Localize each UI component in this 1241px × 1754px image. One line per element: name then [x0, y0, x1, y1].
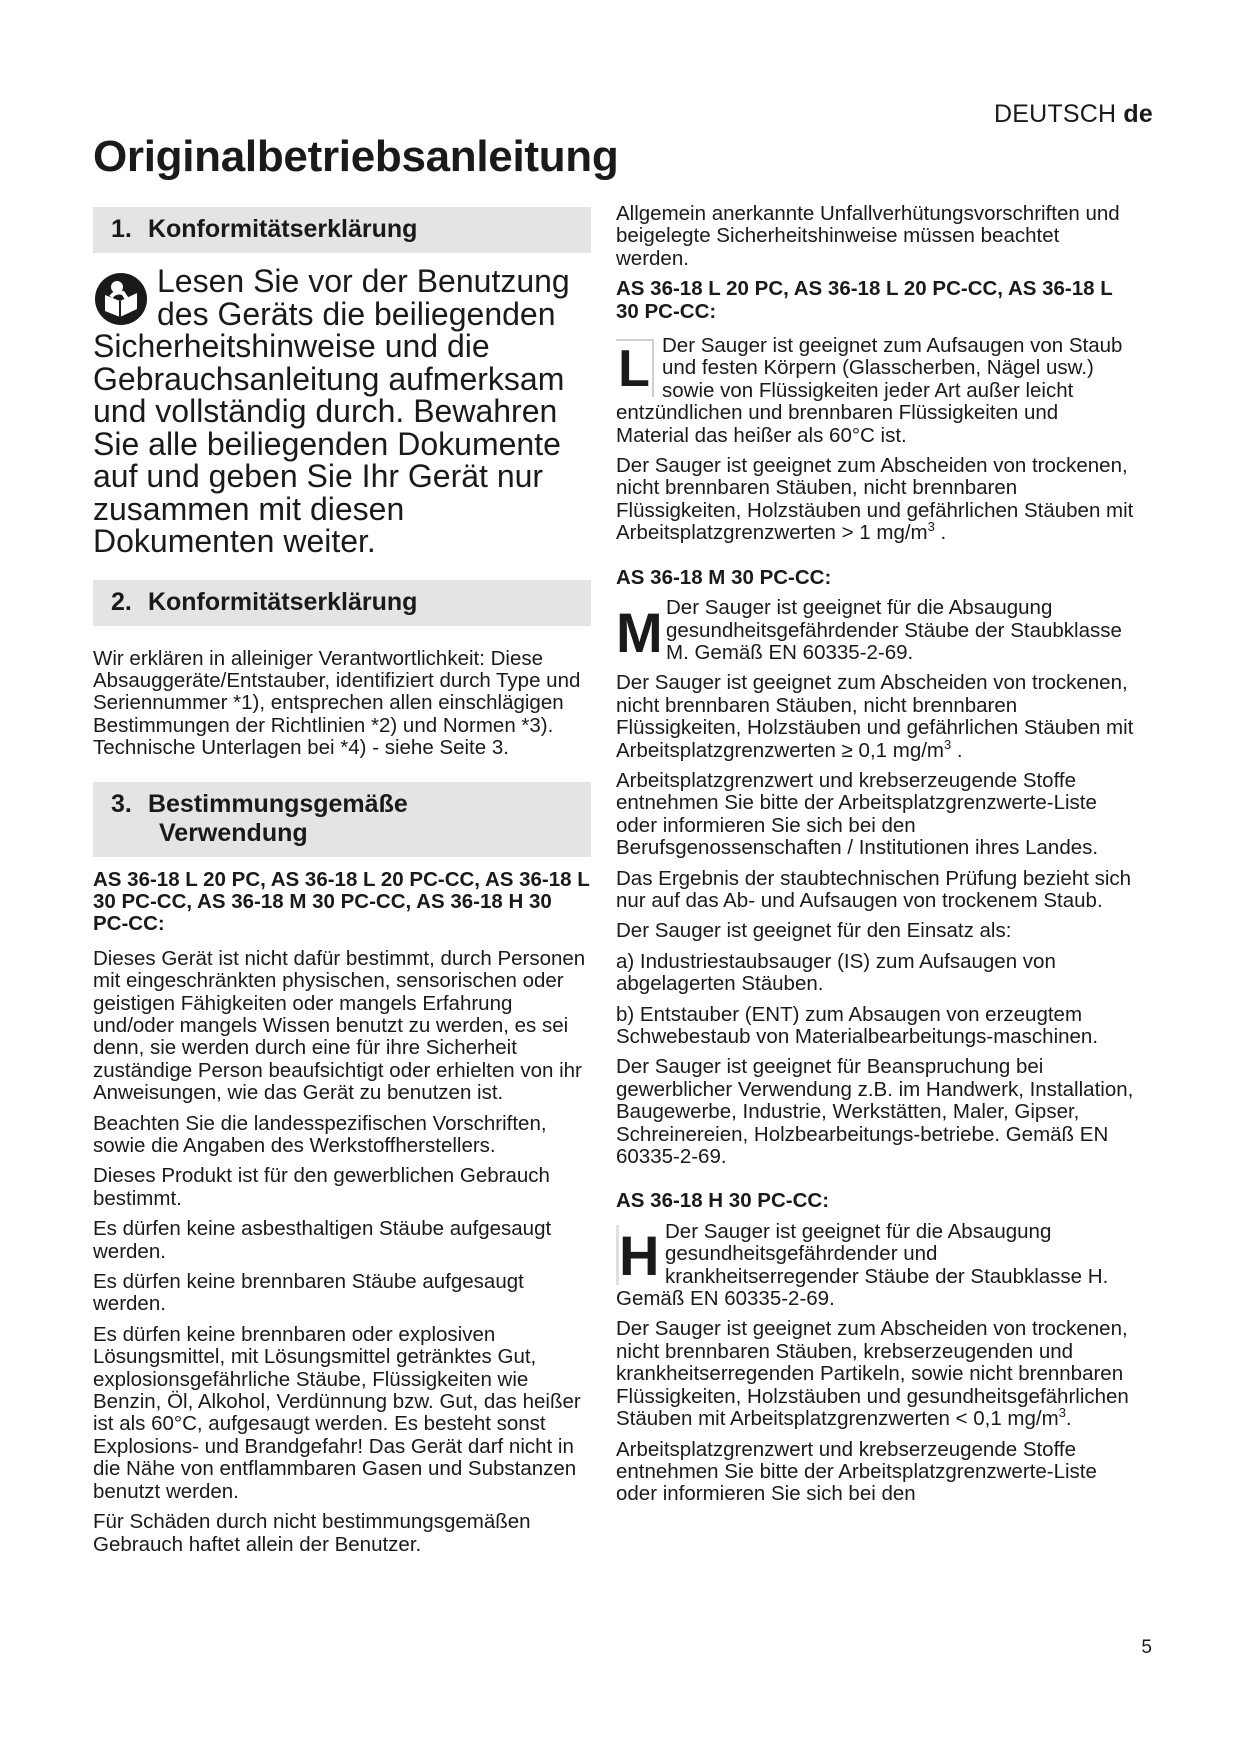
section-3-title-line1: Bestimmungsgemäße: [147, 789, 408, 818]
m-class-paragraph-5: Der Sauger ist geeignet für den Einsatz als:: [616, 919, 1012, 943]
section-3-paragraph-3: Dieses Produkt ist für den gewerblichen Gebrauch bestimmt.: [93, 1164, 550, 1210]
l-class-paragraph-2-text: Der Sauger ist geeignet zum Abscheiden von trockenen, nicht brennbaren Stäuben, nicht brennbaren Flüssigkeiten, Holzstäuben und gefährlichen Stäuben mit Arbeitsplatzgrenzwerten > 1 mg/m: [616, 454, 1134, 545]
l-class-block: [616, 335, 1136, 447]
m-class-exponent: 3: [944, 736, 952, 752]
section-3-paragraph-2: Beachten Sie die landesspezifischen Vorschriften, sowie die Angaben des Werkstoffherstellers.: [93, 1111, 547, 1157]
m-class-paragraph-7: b) Entstauber (ENT) zum Absaugen von erzeugtem Schwebestaub von Materialbearbeitungs-maschinen.: [616, 1002, 1099, 1048]
m-class-models: AS 36-18 M 30 PC-CC:: [616, 565, 832, 589]
section-1-number: 1.: [111, 215, 132, 243]
section-3-models: AS 36-18 L 20 PC, AS 36-18 L 20 PC-CC, AS 36-18 L 30 PC-CC, AS 36-18 M 30 PC-CC, AS 36-18 H 30 PC-CC:: [93, 867, 590, 936]
section-3-paragraph-4: Es dürfen keine asbesthaltigen Stäube aufgesaugt werden.: [93, 1217, 552, 1263]
read-manual-notice: [93, 265, 591, 558]
section-1-title: Konformitätserklärung: [147, 215, 418, 243]
l-class-paragraph-1: Der Sauger ist geeignet zum Aufsaugen von Staub und festen Körpern (Glasscherben, Nägel usw.) sowie von Flüssigkeiten jeder Art außer leicht entzündlichen und brennbaren Flüssigkeiten und Material das heißer als 60°C ist.: [616, 334, 1123, 447]
dust-class-m-symbol: M: [616, 601, 663, 665]
l-class-exponent: 3: [927, 519, 935, 535]
m-class-paragraph-3: Arbeitsplatzgrenzwert und krebserzeugende Stoffe entnehmen Sie bitte der Arbeitsplatzgrenzwerte-Liste oder informieren Sie sich bei den Berufsgenossenschaften / Institutionen ihres Landes.: [616, 768, 1099, 860]
l-class-paragraph-2: [616, 455, 1136, 545]
language-code: de: [1123, 100, 1153, 128]
m-class-paragraph-8: Der Sauger ist geeignet für Beanspruchung bei gewerblicher Verwendung z.B. im Handwerk, Installation, Baugewerbe, Industrie, Werkstätten, Maler, Gipser, Schreinereien, Holzbearbeitungs-betriebe. Gemäß EN 60335-2-69.: [616, 1055, 1134, 1169]
language-label: [994, 100, 1153, 129]
h-class-paragraph-2-end: .: [1065, 1407, 1072, 1431]
h-class-paragraph-2: [616, 1318, 1136, 1430]
section-3-number: 3.: [111, 789, 132, 818]
m-class-paragraph-2-end: .: [951, 738, 963, 762]
dust-class-l-symbol: L: [616, 339, 654, 397]
dust-class-h-symbol: H: [616, 1225, 657, 1285]
section-2-number: 2.: [111, 587, 132, 616]
h-class-paragraph-1: Der Sauger ist geeignet für die Absaugung gesundheitsgefährdender und krankheitserregender Stäube der Staubklasse H. Gemäß EN 60335-2-69.: [616, 1219, 1109, 1311]
section-3-title-line2: Verwendung: [159, 818, 308, 847]
section-2-title: Konformitätserklärung: [147, 587, 418, 616]
m-class-paragraph-4: Das Ergebnis der staubtechnischen Prüfung bezieht sich nur auf das Ab- und Aufsaugen von trockenem Staub.: [616, 866, 1132, 912]
h-class-block: [616, 1221, 1136, 1311]
m-class-paragraph-1: Der Sauger ist geeignet für die Absaugung gesundheitsgefährdender Stäube der Staubklasse M. Gemäß EN 60335-2-69.: [666, 596, 1122, 664]
m-class-paragraph-6: a) Industriestaubsauger (IS) zum Aufsaugen von abgelagerten Stäuben.: [616, 949, 1056, 996]
l-class-paragraph-2-end: .: [934, 521, 947, 545]
right-column: [616, 203, 1136, 1506]
read-manual-text: Lesen Sie vor der Benutzung des Geräts die beiliegenden Sicherheitshinweise und die Gebrauchsanleitung aufmerksam und vollständig durch. Bewahren Sie alle beiliegenden Dokumente auf und geben Sie Ihr Gerät nur zusammen mit diesen Dokumenten weiter.: [93, 263, 570, 559]
section-3-paragraph-6: Es dürfen keine brennbaren oder explosiven Lösungsmittel, mit Lösungsmittel getränktes Gut, explosionsgefährliche Stäube, Flüssigkeiten wie Benzin, Öl, Alkohol, Verdünnung bzw. Gut, das heißer ist als 60°C, aufgesaugt werden. Es besteht sonst Explosions- und Brandgefahr! Das Gerät darf nicht in die Nähe von entflammbaren Gasen und Substanzen benutzt werden.: [93, 1322, 581, 1503]
m-class-paragraph-2: [616, 672, 1136, 762]
h-class-exponent: 3: [1058, 1405, 1066, 1421]
section-2-heading: [93, 580, 591, 626]
language-name: DEUTSCH: [994, 100, 1117, 128]
m-class-paragraph-2-text: Der Sauger ist geeignet zum Abscheiden von trockenen, nicht brennbaren Stäuben, nicht brennbaren Flüssigkeiten, Holzstäuben und gefährlichen Stäuben mit Arbeitsplatzgrenzwerten ≥ 0,1 mg/m: [616, 671, 1134, 762]
safety-rules-paragraph: Allgemein anerkannte Unfallverhütungsvorschriften und beigelegte Sicherheitshinweise müssen beachtet werden.: [616, 202, 1120, 270]
h-class-paragraph-3: Arbeitsplatzgrenzwert und krebserzeugende Stoffe entnehmen Sie bitte der Arbeitsplatzgrenzwerte-Liste oder informieren Sie sich bei den: [616, 1437, 1097, 1506]
conformity-text: Wir erklären in alleiniger Verantwortlichkeit: Diese Absauggeräte/Entstauber, identifiziert durch Type und Seriennummer *1), entsprechen allen einschlägigen Bestimmungen der Richtlinien *2) und Normen *3). Technische Unterlagen bei *4) - siehe Seite 3.: [93, 646, 581, 760]
m-class-block: [616, 597, 1136, 664]
section-1-heading: [93, 207, 591, 253]
page-title: Originalbetriebsanleitung: [93, 132, 619, 181]
left-column: [93, 207, 591, 1556]
l-class-models: AS 36-18 L 20 PC, AS 36-18 L 20 PC-CC, AS 36-18 L 30 PC-CC:: [616, 277, 1113, 323]
h-class-paragraph-2-text: Der Sauger ist geeignet zum Abscheiden von trockenen, nicht brennbaren Stäuben, krebserzeugenden und krankheitserregenden Partikeln, sowie nicht brennbaren Flüssigkeiten, Holzstäuben und gesundheitsgefährlichen Stäuben mit Arbeitsplatzgrenzwerten < 0,1 mg/m: [616, 1317, 1129, 1431]
section-3-paragraph-7: Für Schäden durch nicht bestimmungsgemäßen Gebrauch haftet allein der Benutzer.: [93, 1510, 531, 1556]
page-number: 5: [1141, 1637, 1152, 1658]
section-3-paragraph-5: Es dürfen keine brennbaren Stäube aufgesaugt werden.: [93, 1270, 524, 1316]
read-manual-icon: [93, 271, 149, 327]
section-3-heading: [93, 782, 591, 857]
h-class-models: AS 36-18 H 30 PC-CC:: [616, 1189, 830, 1213]
section-3-paragraph-1: Dieses Gerät ist nicht dafür bestimmt, durch Personen mit eingeschränkten physischen, sensorischen oder geistigen Fähigkeiten oder mangels Erfahrung und/oder mangels Wissen benutzt zu werden, es sei denn, sie werden durch eine für ihre Sicherheit zuständige Person beaufsichtigt oder erhielten von ihr Anweisungen, wie das Gerät zu benutzen ist.: [93, 946, 586, 1105]
